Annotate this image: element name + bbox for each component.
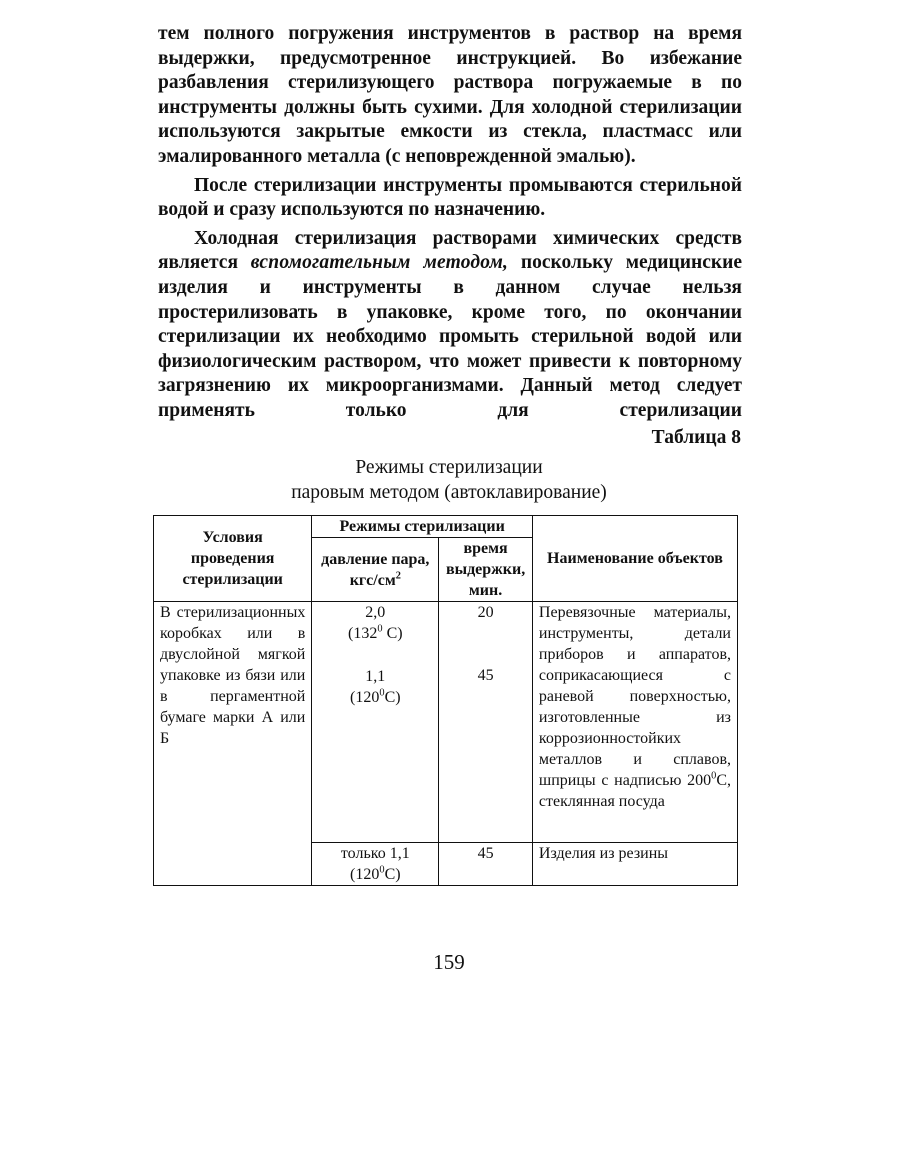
pressure-cell-1 [312, 602, 439, 843]
temperature-text: (120 [350, 866, 380, 883]
pressure-value: только 1,1 [340, 845, 410, 862]
emphasized-phrase: вспомогательным методом, [250, 252, 509, 274]
time-cell-1 [439, 602, 533, 843]
paragraph-1: тем полного погружения инструментов в раствор на время выдержки, предусмотренное инструкцией. Во избежание разбавления стерилизующего раствора погружаемые в по инструменты должны быть сухими. Для холодной стерилизации используются закрытые емкости из стекла, пластмасс или эмалированного металла (с неповрежденной эмалью). [158, 23, 742, 167]
temperature-value [318, 687, 432, 708]
header-pressure [312, 538, 439, 602]
paragraph-3-end: поскольку медицинские изделия и инструменты в данном случае нельзя простерилизовать в упаковке, кроме того, по окончании стерилизации их необходимо промыть стерильной водой или физиологическим раствором, что может привести к повторному загрязнению их микроорганизмами. Данный метод следует применять только для стерилизации [158, 252, 743, 421]
degree-sup: 0 [377, 623, 383, 635]
temperature-unit: С) [382, 625, 403, 642]
table-title-line-2: паровым методом (автоклавирование) [291, 482, 607, 503]
header-modes: Режимы стерилизации [312, 516, 533, 538]
table-title [154, 455, 744, 505]
header-pressure-sup: 2 [395, 570, 401, 582]
paragraph-2: После стерилизации инструменты промываются стерильной водой и сразу используются по назначению. [158, 174, 742, 221]
pressure-value: 2,0 [365, 604, 386, 621]
header-time: время выдержки, мин. [439, 538, 533, 602]
objects-text-end: С, стеклянная посуда [538, 772, 731, 810]
time-cell-2: 45 [439, 843, 533, 886]
degree-sup: 0 [379, 687, 385, 699]
body-text [158, 22, 742, 428]
header-objects: Наименование объектов [532, 516, 737, 602]
time-value: 45 [477, 667, 494, 684]
objects-cell-2: Изделия из резины [532, 843, 737, 886]
temperature-value [318, 623, 432, 644]
header-row-1 [154, 516, 738, 538]
header-pressure-text: давление пара, кгс/см [321, 550, 430, 589]
paragraph-3 [158, 227, 742, 424]
table-title-line-1: Режимы стерилизации [355, 457, 543, 478]
temperature-text: (120 [350, 689, 380, 706]
header-conditions: Условия проведения стерилизации [154, 516, 312, 602]
temperature-unit: С) [384, 689, 401, 706]
time-value: 20 [477, 604, 494, 621]
paragraph-3-start: Холодная стерилизация растворами химических средств является [158, 227, 742, 274]
temperature-text: (132 [348, 625, 378, 642]
temperature-value [318, 864, 432, 885]
degree-sup: 0 [379, 864, 385, 876]
page-number: 159 [433, 950, 465, 974]
sterilization-table [153, 515, 738, 886]
pressure-value: 1,1 [365, 668, 386, 685]
objects-cell-1 [532, 602, 737, 843]
table-label: Таблица 8 [651, 427, 741, 448]
temperature-unit: С) [384, 866, 401, 883]
degree-sup: 0 [711, 770, 717, 782]
objects-text-start: Перевязочные материалы, инструменты, детали приборов и аппаратов, соприкасающиеся с раневой поверхностью, изготовленные из коррозионностойких металлов и сплавов, шприцы с надписью 200 [538, 604, 731, 789]
pressure-cell-2 [312, 843, 439, 886]
conditions-cell: В стерилизационных коробках или в двуслойной мягкой упаковке из бязи или в пергаментной бумаге марки А или Б [154, 602, 312, 886]
table-row-1 [154, 602, 738, 843]
